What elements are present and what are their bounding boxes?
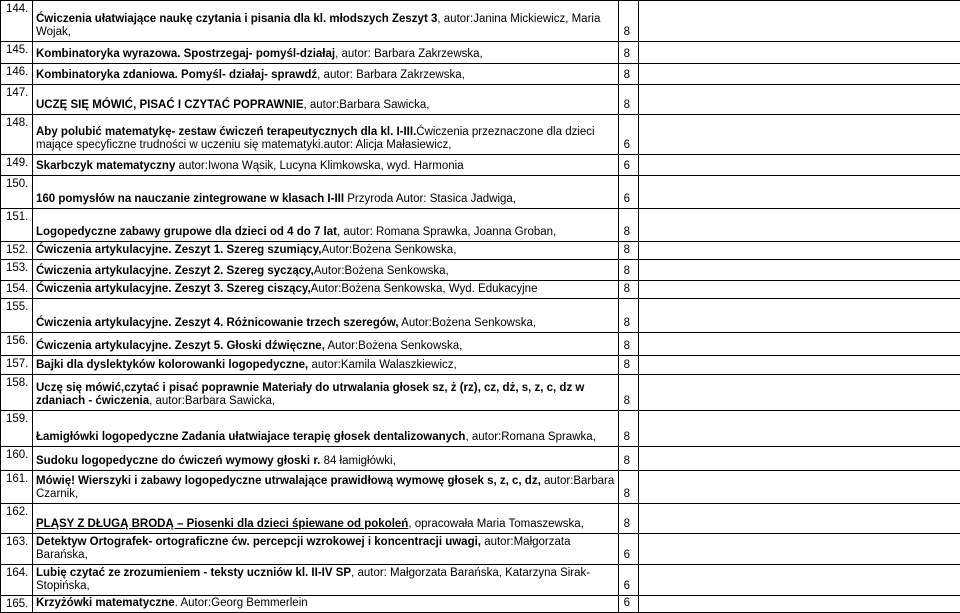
table-row [1,471,960,504]
row-count: 6 [619,176,639,209]
row-count: 8 [619,281,639,299]
table-row [1,411,960,447]
row-number: 147. [1,85,33,115]
title-text: autor:Iwona Wąsik, Lucyna Klimkowska, wyd. Harmonia [175,160,464,172]
row-title [33,411,619,447]
row-number: 144. [1,1,33,42]
empty-cell [639,176,960,209]
title-text: , autor: Barbara Zakrzewska, [317,69,465,81]
title-bold-text: Detektyw Ortografek- ortograficzne ćw. percepcji wzrokowej i koncentracji uwagi, [36,536,481,548]
title-bold-text: Logopedyczne zabawy grupowe dla dzieci od 4 do 7 lat [36,226,337,238]
title-bold-text: Kombinatoryka zdaniowa. Pomyśl- działaj- sprawdź [36,69,318,81]
empty-cell [639,596,960,613]
row-title [33,64,619,85]
title-bold-text: 160 pomysłów na nauczanie zintegrowane w klasach I-III [36,193,345,205]
title-text: Autor:Bożena Senkowska, Wyd. Edukacyjne [310,283,538,295]
title-bold-text: Ćwiczenia artykulacyjne. Zeszyt 1. Szereg szumiący, [36,244,322,256]
table-row [1,260,960,281]
row-title [33,85,619,115]
title-text: , autor: Barbara Zakrzewska, [335,48,483,60]
row-number: 150. [1,176,33,209]
table-row [1,176,960,209]
row-count: 8 [619,42,639,64]
row-count: 8 [619,411,639,447]
table-row [1,64,960,85]
table-row [1,209,960,242]
row-title [33,447,619,471]
table-row [1,115,960,155]
title-text: Ćwiczenia przeznaczone dla dzieci mające specyficzne trudności w uczeniu się matematyki.autor: Alicja Małasiewicz, [36,126,595,151]
title-bold-text: Ćwiczenia artykulacyjne. Zeszyt 2. Szereg syczący, [36,265,314,277]
title-bold-text: Ćwiczenia artykulacyjne. Zeszyt 4. Różnicowanie trzech szeregów, [36,317,399,329]
empty-cell [639,115,960,155]
table-row [1,333,960,356]
empty-cell [639,64,960,85]
row-count: 8 [619,333,639,356]
title-text: , autor:Janina Mickiewicz, Maria Wojak, [36,13,601,38]
table-body [1,1,960,613]
table-row [1,534,960,565]
row-title [33,1,619,42]
title-text: 84 łamigłówki, [320,455,396,467]
row-number: 156. [1,333,33,356]
row-count: 6 [619,596,639,613]
title-text: Autor:Bożena Senkowska, [324,340,463,352]
row-number: 163. [1,534,33,565]
row-title [33,176,619,209]
table-row [1,1,960,42]
empty-cell [639,155,960,176]
row-count: 6 [619,115,639,155]
empty-cell [639,534,960,565]
empty-cell [639,85,960,115]
row-count: 8 [619,504,639,534]
title-bold-text: Sudoku logopedyczne do ćwiczeń wymowy głoski r. [36,455,321,467]
title-bold-text: Mówię! Wierszyki i zabawy logopedyczne utrwalające prawidłową wymowę głosek s, z, c, dz, [36,475,541,487]
row-number: 161. [1,471,33,504]
row-count: 8 [619,85,639,115]
row-number: 154. [1,281,33,299]
title-text: . Autor:Georg Bemmerlein [174,597,308,609]
row-title [33,281,619,299]
title-text: autor:Małgorzata Barańska, [36,536,571,561]
row-title [33,534,619,565]
title-bold-text: Ćwiczenia ułatwiające naukę czytania i pisania dla kl. młodszych Zeszyt 3 [36,13,438,25]
title-bold-text: Lubię czytać ze zrozumieniem - teksty uczniów kl. II-IV SP [36,567,352,579]
title-bold-text: UCZĘ SIĘ MÓWIĆ, PISAĆ I CZYTAĆ POPRAWNIE [36,99,304,111]
row-number: 148. [1,115,33,155]
table-row [1,42,960,64]
empty-cell [639,411,960,447]
title-bold-text: Aby polubić matematykę- zestaw ćwiczeń terapeutycznych dla kl. I-III. [36,126,417,138]
title-text: Autor:Bożena Senkowska, [321,244,457,256]
row-number: 146. [1,64,33,85]
row-count: 8 [619,471,639,504]
row-number: 164. [1,565,33,596]
empty-cell [639,281,960,299]
table-row [1,596,960,613]
title-bold-text: Ćwiczenia artykulacyjne. Zeszyt 5. Głoski dźwięczne, [36,340,325,352]
table-row [1,375,960,411]
row-title [33,42,619,64]
row-title [33,209,619,242]
table-row [1,242,960,260]
empty-cell [639,356,960,375]
row-title [33,155,619,176]
empty-cell [639,260,960,281]
table-row [1,281,960,299]
row-number: 158. [1,375,33,411]
empty-cell [639,471,960,504]
empty-cell [639,504,960,534]
row-count: 6 [619,155,639,176]
title-bold-text: Uczę się mówić,czytać i pisać poprawnie Materiały do utrwalania głosek sz, ż (rz), cz, dż, s, z, c, dz w zdaniach - ćwiczenia [36,382,585,407]
row-number: 159. [1,411,33,447]
row-number: 153. [1,260,33,281]
empty-cell [639,299,960,333]
title-bold-text: Bajki dla dyslektyków kolorowanki logopedyczne, [36,359,309,371]
title-bold-text: Ćwiczenia artykulacyjne. Zeszyt 3. Szereg ciszący, [36,283,311,295]
row-number: 149. [1,155,33,176]
title-bold-text: Kombinatoryka wyrazowa. Spostrzegaj- pomyśl-działaj [36,48,336,60]
empty-cell [639,375,960,411]
row-count: 6 [619,565,639,596]
title-text: autor:Kamila Walaszkiewicz, [308,359,457,371]
table-row [1,85,960,115]
title-text: Autor:Bożena Senkowska, [313,265,449,277]
row-title [33,596,619,613]
title-bold-text: Krzyżówki matematyczne [36,597,175,609]
table-row [1,356,960,375]
row-count: 6 [619,534,639,565]
row-title [33,565,619,596]
title-text: , autor: Małgorzata Barańska, Katarzyna Sirak-Stopińska, [36,567,591,592]
row-title [33,333,619,356]
empty-cell [639,1,960,42]
row-count: 8 [619,375,639,411]
row-number: 165. [1,596,33,613]
table-row [1,504,960,534]
title-text: , autor: Romana Sprawka, Joanna Groban, [336,226,557,238]
row-count: 8 [619,209,639,242]
row-title [33,242,619,260]
row-number: 157. [1,356,33,375]
title-bold-text: PLĄSY Z DŁUGĄ BRODĄ – Piosenki dla dzieci śpiewane od pokoleń [36,518,409,530]
row-count: 8 [619,356,639,375]
row-count: 8 [619,1,639,42]
row-title [33,299,619,333]
row-title [33,356,619,375]
row-title [33,115,619,155]
row-number: 152. [1,242,33,260]
row-count: 8 [619,242,639,260]
title-text: autor:Barbara Czarnik, [36,475,615,500]
row-title [33,471,619,504]
empty-cell [639,447,960,471]
title-text: Przyroda Autor: Stasica Jadwiga, [344,193,516,205]
empty-cell [639,42,960,64]
row-title [33,260,619,281]
empty-cell [639,565,960,596]
title-text: , autor:Romana Sprawka, [465,431,596,443]
row-number: 155. [1,299,33,333]
empty-cell [639,209,960,242]
title-bold-text: Skarbczyk matematyczny [36,160,176,172]
table-row [1,447,960,471]
title-text: , autor:Barbara Sawicka, [303,99,430,111]
row-count: 8 [619,64,639,85]
row-number: 151. [1,209,33,242]
table-row [1,155,960,176]
row-count: 8 [619,299,639,333]
row-title [33,375,619,411]
table-row [1,565,960,596]
row-title [33,504,619,534]
empty-cell [639,333,960,356]
title-text: , autor:Barbara Sawicka, [149,395,276,407]
title-text: , opracowała Maria Tomaszewska, [408,518,584,530]
row-count: 8 [619,260,639,281]
row-count: 8 [619,447,639,471]
table-row [1,299,960,333]
row-number: 160. [1,447,33,471]
title-text: Autor:Bożena Senkowska, [398,317,537,329]
row-number: 145. [1,42,33,64]
empty-cell [639,242,960,260]
row-number: 162. [1,504,33,534]
title-bold-text: Łamigłówki logopedyczne Zadania ułatwiajace terapię głosek dentalizowanych [36,431,466,443]
